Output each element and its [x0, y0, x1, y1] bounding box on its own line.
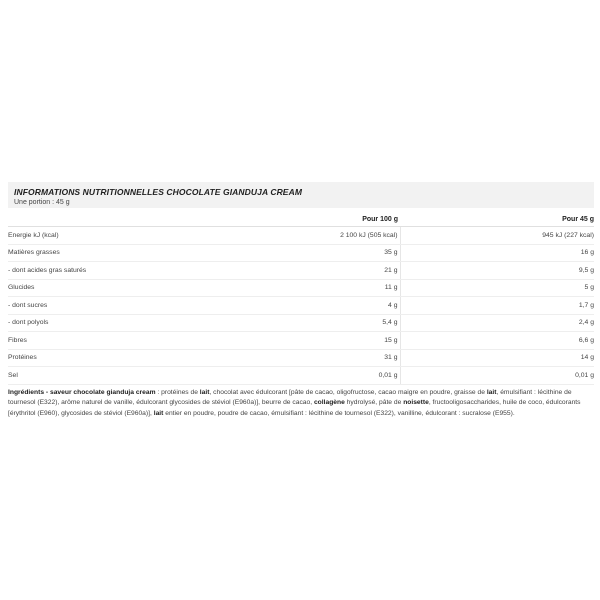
ingredient-highlight: noisette — [403, 399, 429, 406]
value-per-100g: 11 g — [204, 279, 400, 297]
value-per-45g: 945 kJ (227 kcal) — [400, 227, 594, 245]
column-header-per100: Pour 100 g — [204, 212, 400, 227]
value-per-45g: 9,5 g — [400, 262, 594, 280]
nutrition-table — [8, 212, 594, 385]
ingredient-highlight: lait — [486, 388, 497, 396]
ingredient-highlight: lait — [153, 409, 164, 417]
value-per-45g: 6,6 g — [400, 332, 594, 350]
nutrient-label: Matières grasses — [8, 244, 204, 262]
value-per-100g: 31 g — [204, 349, 400, 367]
nutrient-label: Energie kJ (kcal) — [8, 227, 204, 245]
table-row — [8, 297, 594, 315]
table-row — [8, 227, 594, 245]
ingredient-text: , chocolat avec édulcorant [pâte de cacao, oligofructose, cacao maigre en poudre, graisse de — [209, 388, 487, 396]
value-per-100g: 21 g — [204, 262, 400, 280]
nutrient-label: Sel — [8, 367, 204, 385]
ingredient-text: , émulsifiant : lécithine de tournesol (E322), arôme naturel de vanille, édulcorant glycosides de stéviol (E960a)], beurre de cacao, — [8, 388, 572, 406]
portion-size: Une portion : 45 g — [14, 199, 70, 206]
value-per-100g: 5,4 g — [204, 314, 400, 332]
table-row — [8, 244, 594, 262]
ingredient-text: , fructooligosaccharides, huile de coco, édulcorants [érythritol (E960), glycosides de stéviol (E960a)], — [8, 399, 581, 417]
table-header-row — [8, 212, 594, 227]
page-title: INFORMATIONS NUTRITIONNELLES CHOCOLATE GIANDUJA CREAM — [14, 187, 302, 197]
nutrient-label: Glucides — [8, 279, 204, 297]
value-per-100g: 4 g — [204, 297, 400, 315]
value-per-100g: 35 g — [204, 244, 400, 262]
ingredient-text: : protéines de — [155, 388, 200, 396]
ingredients-text — [8, 388, 592, 420]
nutrient-label: - dont sucres — [8, 297, 204, 315]
value-per-45g: 14 g — [400, 349, 594, 367]
table-row — [8, 367, 594, 385]
column-header-label — [8, 212, 204, 227]
value-per-45g: 16 g — [400, 244, 594, 262]
column-header-per45: Pour 45 g — [400, 212, 594, 227]
nutrition-panel — [8, 182, 594, 419]
nutrient-label: Protéines — [8, 349, 204, 367]
ingredient-text: entier en poudre, poudre de cacao, émulsifiant : lécithine de tournesol (E322), vanilline, édulcorant : sucralose (E955). — [163, 409, 515, 417]
value-per-100g: 15 g — [204, 332, 400, 350]
value-per-45g: 0,01 g — [400, 367, 594, 385]
nutrient-label: Fibres — [8, 332, 204, 350]
value-per-45g: 1,7 g — [400, 297, 594, 315]
nutrient-label: - dont polyols — [8, 314, 204, 332]
ingredient-highlight: Ingrédients - saveur chocolate gianduja cream — [8, 388, 156, 396]
ingredient-highlight: collagène — [313, 399, 345, 406]
value-per-100g: 0,01 g — [204, 367, 400, 385]
value-per-100g: 2 100 kJ (505 kcal) — [204, 227, 400, 245]
table-row — [8, 349, 594, 367]
ingredient-text: hydrolysé, pâte de — [344, 399, 404, 406]
nutrition-header — [8, 182, 594, 208]
table-row — [8, 262, 594, 280]
nutrient-label: - dont acides gras saturés — [8, 262, 204, 280]
ingredient-highlight: lait — [199, 388, 210, 396]
value-per-45g: 5 g — [400, 279, 594, 297]
value-per-45g: 2,4 g — [400, 314, 594, 332]
table-row — [8, 279, 594, 297]
table-row — [8, 332, 594, 350]
table-row — [8, 314, 594, 332]
